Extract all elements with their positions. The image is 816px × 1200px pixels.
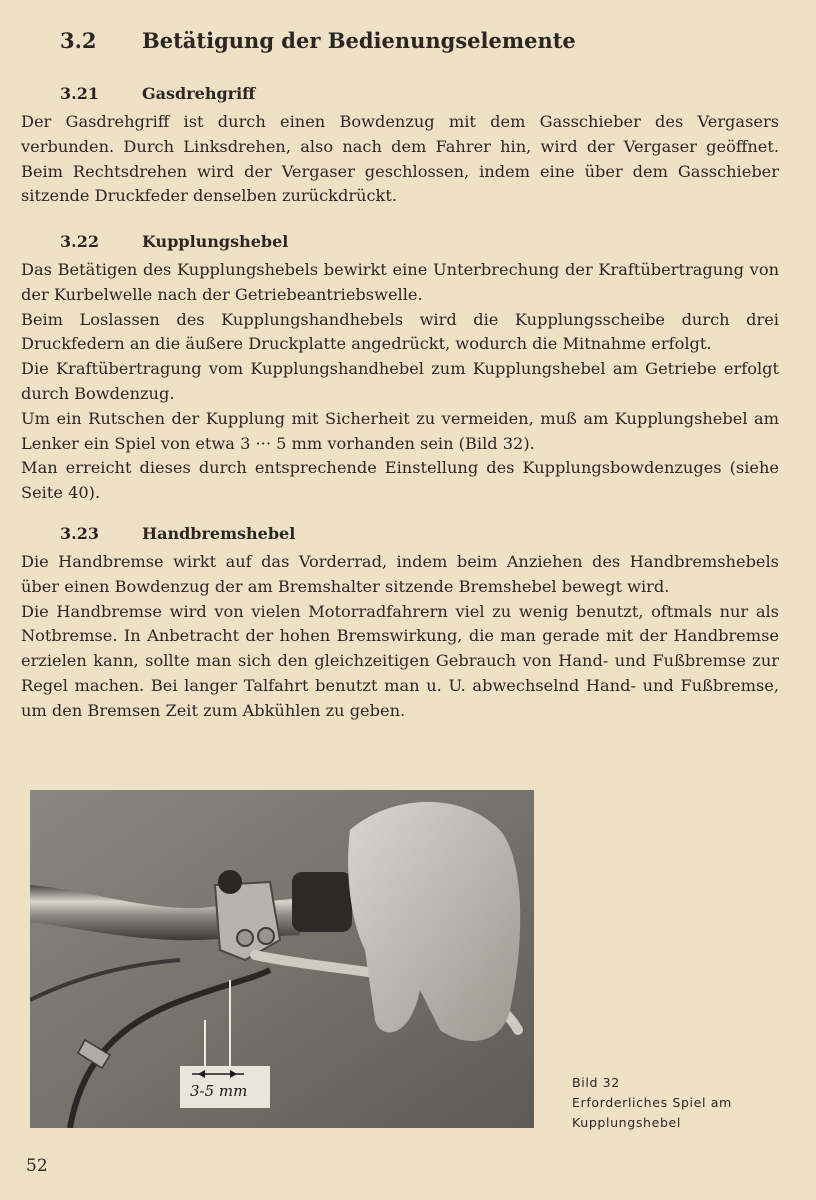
bracket-screw-2 <box>258 928 274 944</box>
subsection-number: 3.22 <box>60 232 99 251</box>
caption-figure-number: Bild 32 <box>572 1075 620 1090</box>
paragraph: Die Kraftübertragung vom Kupplungshandhebel zum Kupplungshebel am Getriebe erfolgt durch Bowdenzug. <box>21 359 779 403</box>
subsection-number: 3.21 <box>60 84 99 103</box>
caption-text-line-1: Erforderliches Spiel am <box>572 1095 732 1110</box>
hand <box>348 802 520 1041</box>
handlebar-grip <box>292 872 352 932</box>
paragraph: Die Handbremse wirkt auf das Vorderrad, indem beim Anziehen des Handbremshebels über einen Bowdenzug der am Bremshalter sitzende Bremshebel bewegt wird. <box>21 552 779 596</box>
section-number: 3.2 <box>60 28 97 53</box>
paragraph: Das Betätigen des Kupplungshebels bewirkt eine Unterbrechung der Kraftübertragung von der Kurbelwelle nach der Getriebeantriebswelle. <box>21 260 779 304</box>
caption-text-line-2: Kupplungshebel <box>572 1115 681 1130</box>
paragraph: Um ein Rutschen der Kupplung mit Sicherheit zu vermeiden, muß am Kupplungshebel am Lenker ein Spiel von etwa 3 ··· 5 mm vorhanden sein (Bild 32). <box>21 408 779 453</box>
bracket-screw-1 <box>237 930 253 946</box>
subsection-heading-3-23 <box>60 524 295 543</box>
clearance-label: 3-5 mm <box>190 1082 248 1100</box>
subsection-heading-3-22 <box>60 232 288 251</box>
adjuster-knob <box>218 870 242 894</box>
subsection-title: Gasdrehgriff <box>142 84 256 103</box>
subsection-body-3-21 <box>21 110 779 209</box>
clutch-lever-illustration <box>30 790 534 1128</box>
subsection-body-3-22 <box>21 258 779 506</box>
subsection-number: 3.23 <box>60 524 99 543</box>
clutch-lever-photo <box>30 790 534 1128</box>
subsection-heading-3-21 <box>60 84 255 103</box>
subsection-title: Kupplungshebel <box>142 232 289 251</box>
section-heading <box>60 28 576 53</box>
subsection-title: Handbremshebel <box>142 524 296 543</box>
paragraph: Die Handbremse wird von vielen Motorradfahrern viel zu wenig benutzt, oftmals nur als Notbremse. In Anbetracht der hohen Bremswirkung, die man gerade mit der Handbremse erzielen kann, sollte man sich den gleichzeitigen Gebrauch von Hand- und Fußbremse zur Regel machen. Bei langer Talfahrt benutzt man u. U. abwechselnd Hand- und Fußbremse, um den Bremsen Zeit zum Abkühlen zu geben. <box>21 601 779 720</box>
subsection-body-3-23 <box>21 550 779 724</box>
paragraph: Der Gasdrehgriff ist durch einen Bowdenzug mit dem Gasschieber des Vergasers verbunden. Durch Linksdrehen, also nach dem Fahrer hin, wird der Vergaser geöffnet. Beim Rechtsdrehen wird der Vergaser geschlossen, indem eine über dem Gasschieber sitzende Druckfeder denselben zurückdrückt. <box>21 112 779 206</box>
section-title: Betätigung der Bedienungselemente <box>142 28 576 53</box>
paragraph: Man erreicht dieses durch entsprechende Einstellung des Kupplungsbowdenzuges (siehe Seite 40). <box>21 458 779 503</box>
figure-caption <box>572 1073 732 1133</box>
paragraph: Beim Loslassen des Kupplungshandhebels wird die Kupplungsscheibe durch drei Druckfedern an die äußere Druckplatte angedrückt, wodurch die Mitnahme erfolgt. <box>21 309 779 354</box>
page-number: 52 <box>26 1156 48 1176</box>
